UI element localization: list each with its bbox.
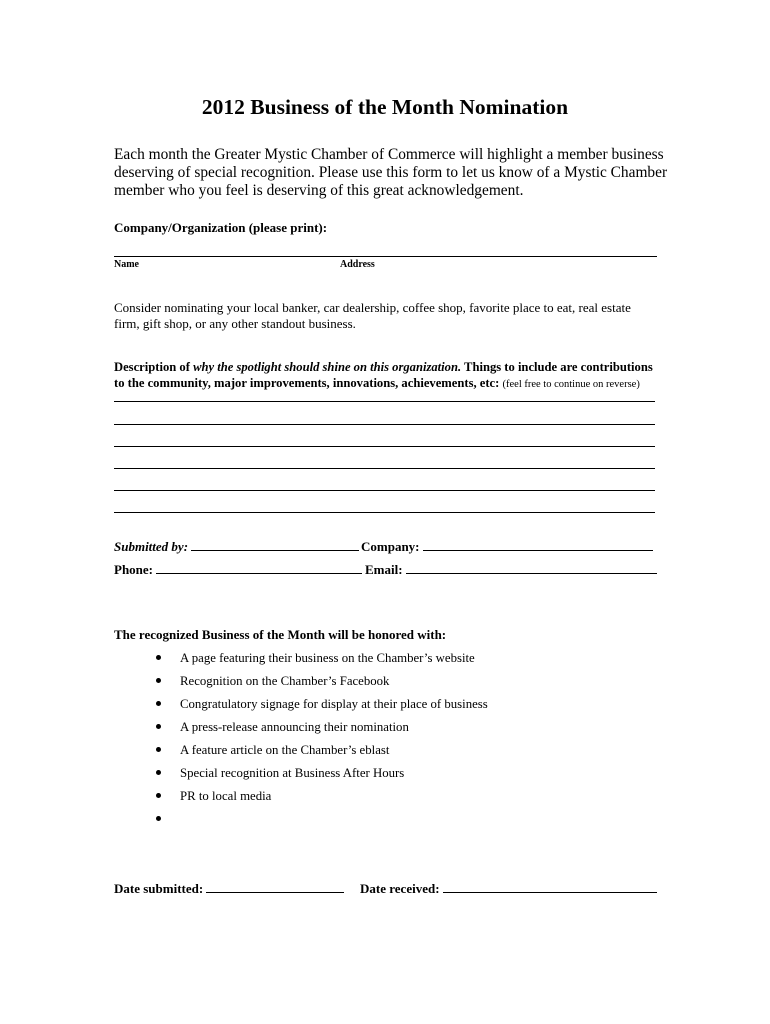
date-received-field[interactable] bbox=[443, 880, 657, 893]
submitted-by-label: Submitted by: bbox=[114, 539, 189, 554]
company-label: Company/Organization (please print): bbox=[114, 220, 328, 235]
submitted-by-field[interactable] bbox=[191, 538, 359, 551]
list-item bbox=[156, 811, 488, 834]
bullet-icon bbox=[156, 770, 161, 775]
bullet-icon bbox=[156, 655, 161, 660]
date-received-row bbox=[360, 880, 657, 897]
date-submitted-label: Date submitted: bbox=[114, 881, 204, 896]
company-field[interactable] bbox=[423, 538, 653, 551]
list-item: Special recognition at Business After Hours bbox=[156, 765, 488, 788]
company-row bbox=[361, 538, 653, 555]
list-item: Recognition on the Chamber’s Facebook bbox=[156, 673, 488, 696]
date-submitted-row bbox=[114, 880, 344, 897]
date-submitted-field[interactable] bbox=[206, 880, 344, 893]
description-note: (feel free to continue on reverse) bbox=[502, 379, 640, 390]
description-instructions bbox=[114, 359, 659, 393]
description-suffix: Things to include are contributions to the community, major improvements, innovations, achievements, etc: bbox=[114, 360, 653, 390]
description-line[interactable] bbox=[114, 401, 655, 402]
submitted-by-row bbox=[114, 538, 359, 555]
name-label: Name bbox=[114, 259, 139, 270]
email-row bbox=[365, 561, 657, 578]
list-item: A page featuring their business on the Chamber’s website bbox=[156, 650, 488, 673]
address-label: Address bbox=[340, 259, 375, 270]
list-item: PR to local media bbox=[156, 788, 488, 811]
phone-label: Phone: bbox=[114, 562, 153, 577]
description-prefix: Description of bbox=[114, 360, 194, 374]
company-field-label: Company: bbox=[361, 539, 420, 554]
honors-heading: The recognized Business of the Month will be honored with: bbox=[114, 627, 447, 642]
intro-paragraph: Each month the Greater Mystic Chamber of Commerce will highlight a member business deserving of special recognition. Please use this form to let us know of a Mystic Chamber member who you feel is deserving of this great acknowledgement. bbox=[114, 146, 668, 199]
bullet-icon bbox=[156, 678, 161, 683]
list-item: Congratulatory signage for display at their place of business bbox=[156, 696, 488, 719]
description-line[interactable] bbox=[114, 490, 655, 491]
description-line[interactable] bbox=[114, 468, 655, 469]
list-item: A feature article on the Chamber’s eblast bbox=[156, 742, 488, 765]
email-label: Email: bbox=[365, 562, 403, 577]
page-title: 2012 Business of the Month Nomination bbox=[201, 95, 569, 119]
company-line[interactable] bbox=[114, 256, 657, 257]
list-item: A press-release announcing their nomination bbox=[156, 719, 488, 742]
phone-field[interactable] bbox=[156, 561, 362, 574]
bullet-icon bbox=[156, 816, 161, 821]
email-field[interactable] bbox=[406, 561, 657, 574]
honors-list bbox=[156, 650, 488, 834]
description-line[interactable] bbox=[114, 512, 655, 513]
bullet-icon bbox=[156, 701, 161, 706]
phone-row bbox=[114, 561, 362, 578]
description-line[interactable] bbox=[114, 424, 655, 425]
description-line[interactable] bbox=[114, 446, 655, 447]
description-italic: why the spotlight should shine on this organization. bbox=[193, 360, 462, 374]
date-received-label: Date received: bbox=[360, 881, 440, 896]
bullet-icon bbox=[156, 747, 161, 752]
bullet-icon bbox=[156, 793, 161, 798]
bullet-icon bbox=[156, 724, 161, 729]
consider-paragraph: Consider nominating your local banker, car dealership, coffee shop, favorite place to eat, real estate firm, gift shop, or any other standout business. bbox=[114, 300, 631, 331]
